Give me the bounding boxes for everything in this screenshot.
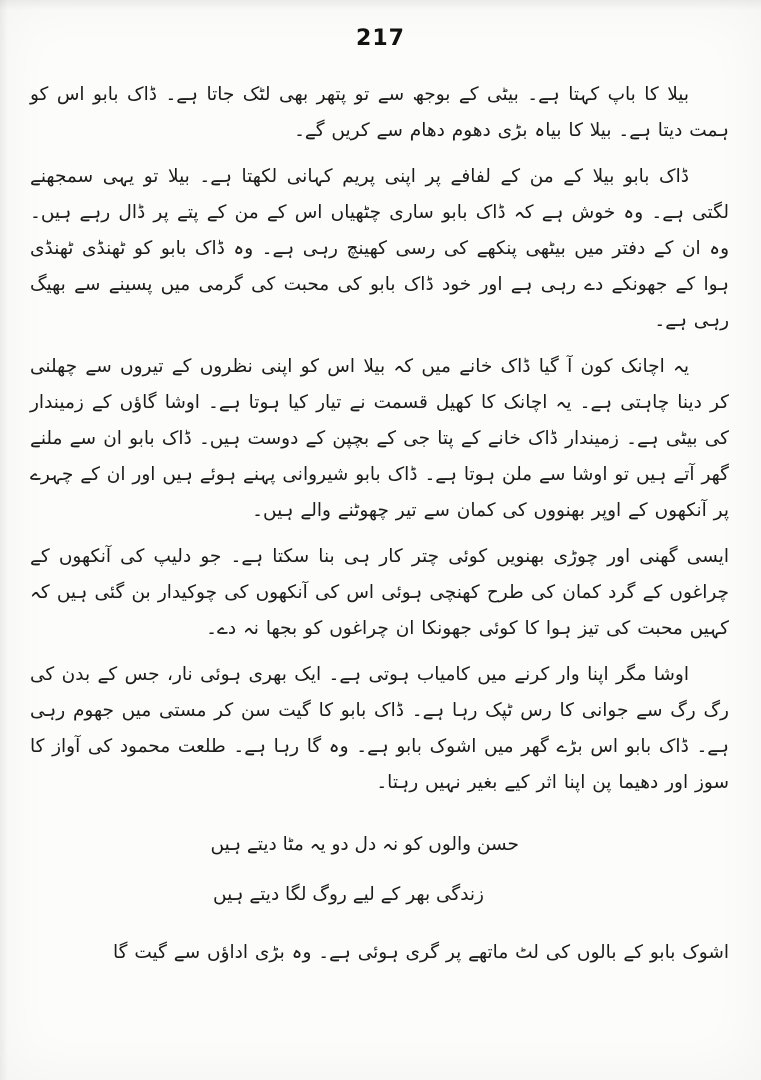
paragraph: یہ اچانک کون آ گیا ڈاک خانے میں کہ بیلا اس کو اپنی نظروں کے تیروں سے چھلنی کر دینا چاہتی ہے۔ یہ اچانک کا کھیل قسمت نے تیار کیا ہوتا ہے۔ اوشا گاؤں کے زمیندار کی بیٹی ہے۔ زمیندار ڈاک خانے کے پتا جی کے بچپن کے دوست ہیں۔ ڈاک بابو ان سے ملنے گھر آتے ہیں تو اوشا سے ملن ہوتا ہے۔ ڈاک بابو شیروانی پہنے ہوئے ہیں اور ان کے چہرے پر آنکھوں کے اوپر بھنووں کی کمان سے تیر چھوٹنے والے ہیں۔	[30, 356, 729, 521]
paragraph: اوشا مگر اپنا وار کرنے میں کامیاب ہوتی ہے۔ ایک بھری ہوئی نار، جس کے بدن کی رگ رگ سے جوانی کا رس ٹپک رہا ہے۔ ڈاک بابو کا گیت سن کر مستی میں جھوم رہی ہے۔ ڈاک بابو اس بڑے گھر میں اشوک بابو ہے۔ وہ گا رہا ہے۔ طلعت محمود کی آواز کا سوز اور دھیما پن اپنا اثر کیے بغیر نہیں رہتا۔	[30, 664, 729, 793]
verse-block	[30, 827, 729, 913]
paragraph: بیلا کا باپ کہتا ہے۔ بیٹی کے بوجھ سے تو پتھر بھی لٹک جاتا ہے۔ ڈاک بابو اس کو ہمت دیتا ہے۔ بیلا کا بیاہ بڑی دھوم دھام سے کریں گے۔	[30, 84, 729, 141]
verse-line: حسن والوں کو نہ دل دو یہ مٹا دیتے ہیں	[210, 834, 519, 855]
paragraph: ایسی گھنی اور چوڑی بھنویں کوئی چتر کار ہی بنا سکتا ہے۔ جو دلیپ کی آنکھوں کے چراغوں کے گرد کمان کی طرح کھنچی ہوئی اس کی آنکھوں کی چوکیدار بن گئی ہیں کہ کہیں محبت کی تیز ہوا کا کوئی جھونکا ان چراغوں کو بجھا نہ دے۔	[30, 546, 729, 639]
page-number: 217	[356, 26, 405, 51]
paragraph: ڈاک بابو بیلا کے من کے لفافے پر اپنی پریم کہانی لکھتا ہے۔ بیلا تو یہی سمجھنے لگتی ہے۔ وہ خوش ہے کہ ڈاک بابو ساری چٹھیاں اس کے من کے پتے پر ڈال رہے ہیں۔ وہ ان کے دفتر میں بیٹھی پنکھے کی رسی کھینچ رہی ہے۔ وہ ڈاک بابو کو ٹھنڈی ٹھنڈی ہوا کے جھونکے دے رہی ہے اور خود ڈاک بابو کی محبت کی گرمی میں پسینے سے بھیگ رہی ہے۔	[30, 166, 729, 331]
closing-paragraph: اشوک بابو کے بالوں کی لٹ ماتھے پر گری ہوئی ہے۔ وہ بڑی اداؤں سے گیت گا	[113, 942, 729, 963]
page-content	[0, 51, 761, 971]
verse-line: زندگی بھر کے لیے روگ لگا دیتے ہیں	[212, 884, 484, 905]
